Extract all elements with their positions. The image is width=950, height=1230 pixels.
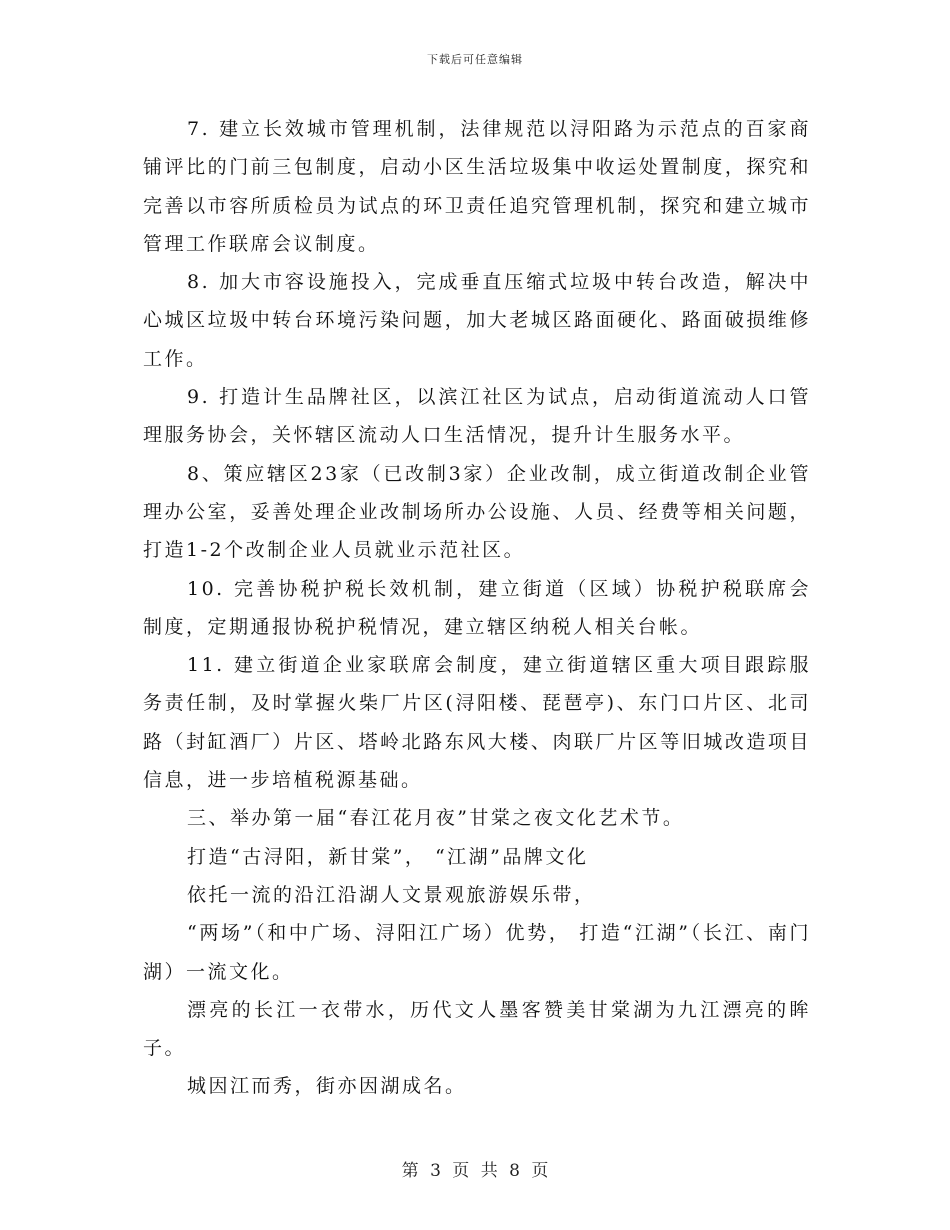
paragraph-brand-culture: 打造“古浔阳，新甘棠”， “江湖”品牌文化 <box>187 845 589 868</box>
paragraph-item-8-enterprise: 8、策应辖区23家（已改制3家）企业改制，成立街道改制企业管理办公室，妥善处理企业改制场所办公设施、人员、经费等相关问题，打造1-2个改制企业人员就业示范社区。 <box>143 462 811 562</box>
paragraph-item-9: 9. 打造计生品牌社区，以滨江社区为试点，启动街道流动人口管理服务协会，关怀辖区流动人口生活情况，提升计生服务水平。 <box>143 386 811 447</box>
page-footer: 第 3 页 共 8 页 <box>401 1161 549 1181</box>
paragraph-item-7: 7. 建立长效城市管理机制，法律规范以浔阳路为示范点的百家商铺评比的门前三包制度，启动小区生活垃圾集中收运处置制度，探究和完善以市容所质检员为试点的环卫责任追究管理机制，探究和建立城市管理工作联席会议制度。 <box>143 118 811 255</box>
section-heading-3: 三、举办第一届“春江花月夜”甘棠之夜文化艺术节。 <box>187 807 685 830</box>
paragraph-item-11: 11. 建立街道企业家联席会制度，建立街道辖区重大项目跟踪服务责任制，及时掌握火柴厂片区(浔阳楼、琵琶亭)、东门口片区、北司路（封缸酒厂）片区、塔岭北路东风大楼、肉联厂片区等旧城改造项目信息，进一步培植税源基础。 <box>143 654 811 792</box>
page-header: 下载后可任意编辑 <box>427 53 523 66</box>
paragraph-tourism-belt: 依托一流的沿江沿湖人文景观旅游娱乐带， <box>187 883 596 906</box>
paragraph-item-10: 10. 完善协税护税长效机制，建立街道（区域）协税护税联席会制度，定期通报协税护税情况，建立辖区纳税人相关台帐。 <box>143 577 811 638</box>
document-body <box>143 110 811 1106</box>
paragraph-city-lake: 城因江而秀，街亦因湖成名。 <box>187 1075 467 1098</box>
paragraph-item-8: 8. 加大市容设施投入，完成垂直压缩式垃圾中转台改造，解决中心城区垃圾中转台环境污染问题，加大老城区路面硬化、路面破损维修工作。 <box>143 271 811 370</box>
paragraph-two-squares: “两场”（和中广场、浔阳江广场）优势， 打造“江湖”（长江、南门湖）一流文化。 <box>143 922 811 983</box>
paragraph-yangtze: 漂亮的长江一衣带水，历代文人墨客赞美甘棠湖为九江漂亮的眸子。 <box>143 998 811 1060</box>
